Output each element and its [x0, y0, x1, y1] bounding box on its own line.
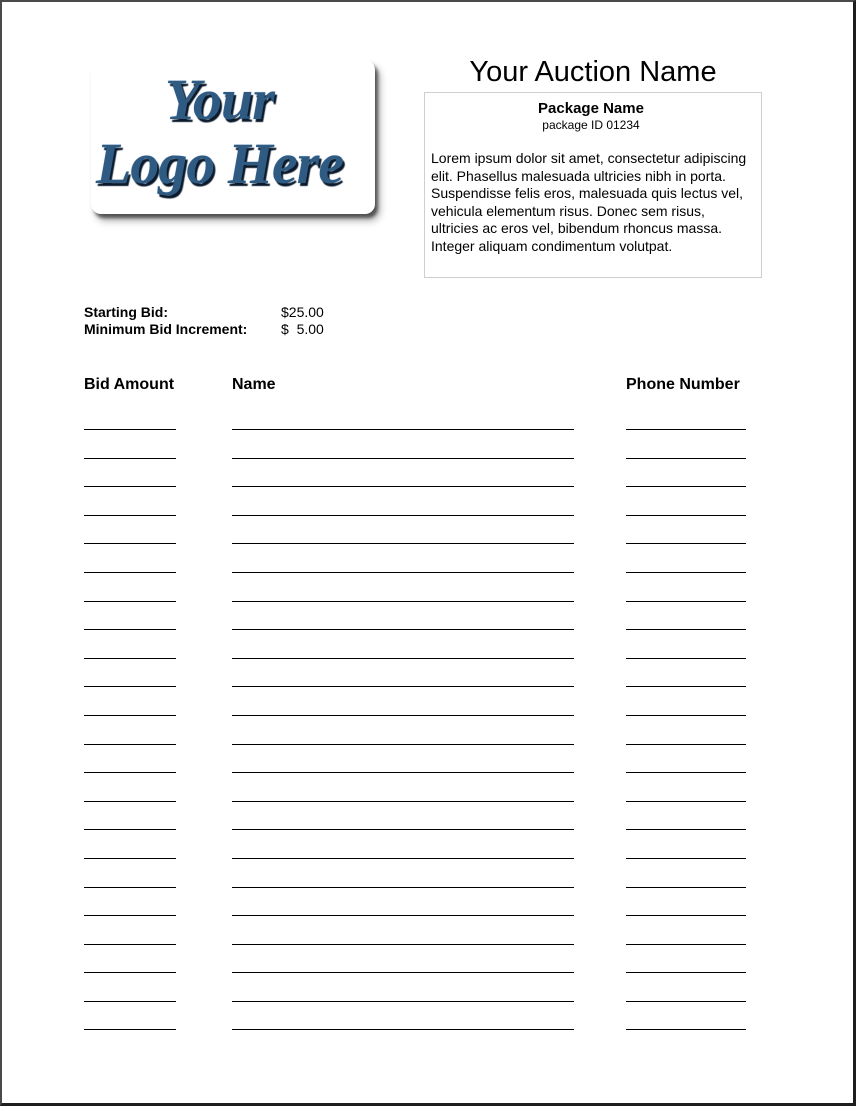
phone-number-blank[interactable] — [626, 887, 746, 888]
package-info-box — [424, 92, 762, 278]
phone-number-blank[interactable] — [626, 858, 746, 859]
bid-entry-row — [2, 458, 856, 487]
name-blank[interactable] — [232, 601, 574, 602]
bid-amount-blank[interactable] — [84, 829, 176, 830]
name-blank[interactable] — [232, 429, 574, 430]
phone-number-blank[interactable] — [626, 744, 746, 745]
bid-amount-blank[interactable] — [84, 972, 176, 973]
bid-entry-row — [2, 1001, 856, 1030]
name-blank[interactable] — [232, 829, 574, 830]
name-blank[interactable] — [232, 1001, 574, 1002]
bid-entry-row — [2, 801, 856, 830]
phone-number-blank[interactable] — [626, 801, 746, 802]
bid-entry-row — [2, 1029, 856, 1058]
bid-entry-row — [2, 629, 856, 658]
package-description: Lorem ipsum dolor sit amet, consectetur adipiscing elit. Phasellus malesuada ultricies nibh in porta. Suspendisse felis eros, malesuada quis lectus vel, vehicula elementum risus. Donec sem risus, ultricies ac eros vel, bibendum rhoncus massa. Integer aliquam condimentum volutpat. — [431, 150, 747, 254]
logo-placeholder — [91, 60, 375, 214]
bid-entry-row — [2, 658, 856, 687]
phone-number-blank[interactable] — [626, 944, 746, 945]
name-blank[interactable] — [232, 715, 574, 716]
bid-entry-row — [2, 858, 856, 887]
name-blank[interactable] — [232, 515, 574, 516]
bid-amount-blank[interactable] — [84, 744, 176, 745]
phone-number-blank[interactable] — [626, 658, 746, 659]
name-blank[interactable] — [232, 543, 574, 544]
phone-number-header: Phone Number — [626, 376, 740, 393]
phone-number-blank[interactable] — [626, 686, 746, 687]
starting-bid-value: $25.00 — [281, 304, 324, 320]
name-header: Name — [232, 376, 276, 393]
logo-text-line-1: Your — [165, 67, 274, 132]
bid-amount-header: Bid Amount — [84, 376, 175, 393]
bid-entry-row — [2, 715, 856, 744]
bid-amount-blank[interactable] — [84, 629, 176, 630]
bid-entry-row — [2, 543, 856, 572]
name-blank[interactable] — [232, 658, 574, 659]
bid-amount-blank[interactable] — [84, 715, 176, 716]
phone-number-blank[interactable] — [626, 915, 746, 916]
name-blank[interactable] — [232, 801, 574, 802]
bid-entry-row — [2, 944, 856, 973]
bid-increment-label: Minimum Bid Increment: — [84, 321, 248, 337]
bid-amount-blank[interactable] — [84, 772, 176, 773]
bid-amount-blank[interactable] — [84, 543, 176, 544]
name-blank[interactable] — [232, 686, 574, 687]
bid-amount-blank[interactable] — [84, 858, 176, 859]
bid-amount-blank[interactable] — [84, 1001, 176, 1002]
phone-number-blank[interactable] — [626, 1029, 746, 1030]
auction-title: Your Auction Name — [469, 56, 717, 88]
phone-number-blank[interactable] — [626, 972, 746, 973]
phone-number-blank[interactable] — [626, 1001, 746, 1002]
bid-entry-row — [2, 686, 856, 715]
bid-entry-row — [2, 572, 856, 601]
bid-entry-row — [2, 744, 856, 773]
phone-number-blank[interactable] — [626, 515, 746, 516]
phone-number-blank[interactable] — [626, 601, 746, 602]
phone-number-blank[interactable] — [626, 486, 746, 487]
name-blank[interactable] — [232, 458, 574, 459]
bid-amount-blank[interactable] — [84, 1029, 176, 1030]
bid-entry-row — [2, 601, 856, 630]
name-blank[interactable] — [232, 858, 574, 859]
package-id: package ID 01234 — [542, 118, 640, 132]
bid-entry-row — [2, 515, 856, 544]
phone-number-blank[interactable] — [626, 543, 746, 544]
bid-increment-value: $ 5.00 — [281, 321, 324, 337]
phone-number-blank[interactable] — [626, 829, 746, 830]
starting-bid-label: Starting Bid: — [84, 304, 168, 320]
bid-amount-blank[interactable] — [84, 944, 176, 945]
bid-entry-row — [2, 972, 856, 1001]
bid-entry-row — [2, 772, 856, 801]
bid-amount-blank[interactable] — [84, 458, 176, 459]
bid-amount-blank[interactable] — [84, 572, 176, 573]
bid-entry-row — [2, 486, 856, 515]
phone-number-blank[interactable] — [626, 772, 746, 773]
name-blank[interactable] — [232, 887, 574, 888]
phone-number-blank[interactable] — [626, 715, 746, 716]
phone-number-blank[interactable] — [626, 572, 746, 573]
name-blank[interactable] — [232, 972, 574, 973]
logo-text-line-2: Logo Here — [96, 131, 344, 196]
bid-entry-row — [2, 887, 856, 916]
bid-amount-blank[interactable] — [84, 601, 176, 602]
bid-amount-blank[interactable] — [84, 486, 176, 487]
bid-entry-row — [2, 429, 856, 458]
name-blank[interactable] — [232, 629, 574, 630]
bid-amount-blank[interactable] — [84, 515, 176, 516]
package-name: Package Name — [538, 100, 644, 117]
name-blank[interactable] — [232, 915, 574, 916]
phone-number-blank[interactable] — [626, 458, 746, 459]
bid-amount-blank[interactable] — [84, 658, 176, 659]
name-blank[interactable] — [232, 572, 574, 573]
name-blank[interactable] — [232, 1029, 574, 1030]
bid-amount-blank[interactable] — [84, 686, 176, 687]
phone-number-blank[interactable] — [626, 629, 746, 630]
name-blank[interactable] — [232, 944, 574, 945]
bid-amount-blank[interactable] — [84, 915, 176, 916]
bid-amount-blank[interactable] — [84, 429, 176, 430]
name-blank[interactable] — [232, 744, 574, 745]
bid-entry-row — [2, 915, 856, 944]
name-blank[interactable] — [232, 772, 574, 773]
name-blank[interactable] — [232, 486, 574, 487]
bid-entry-row — [2, 829, 856, 858]
phone-number-blank[interactable] — [626, 429, 746, 430]
bid-amount-blank[interactable] — [84, 887, 176, 888]
bid-amount-blank[interactable] — [84, 801, 176, 802]
bid-entry-rows — [2, 429, 856, 1058]
